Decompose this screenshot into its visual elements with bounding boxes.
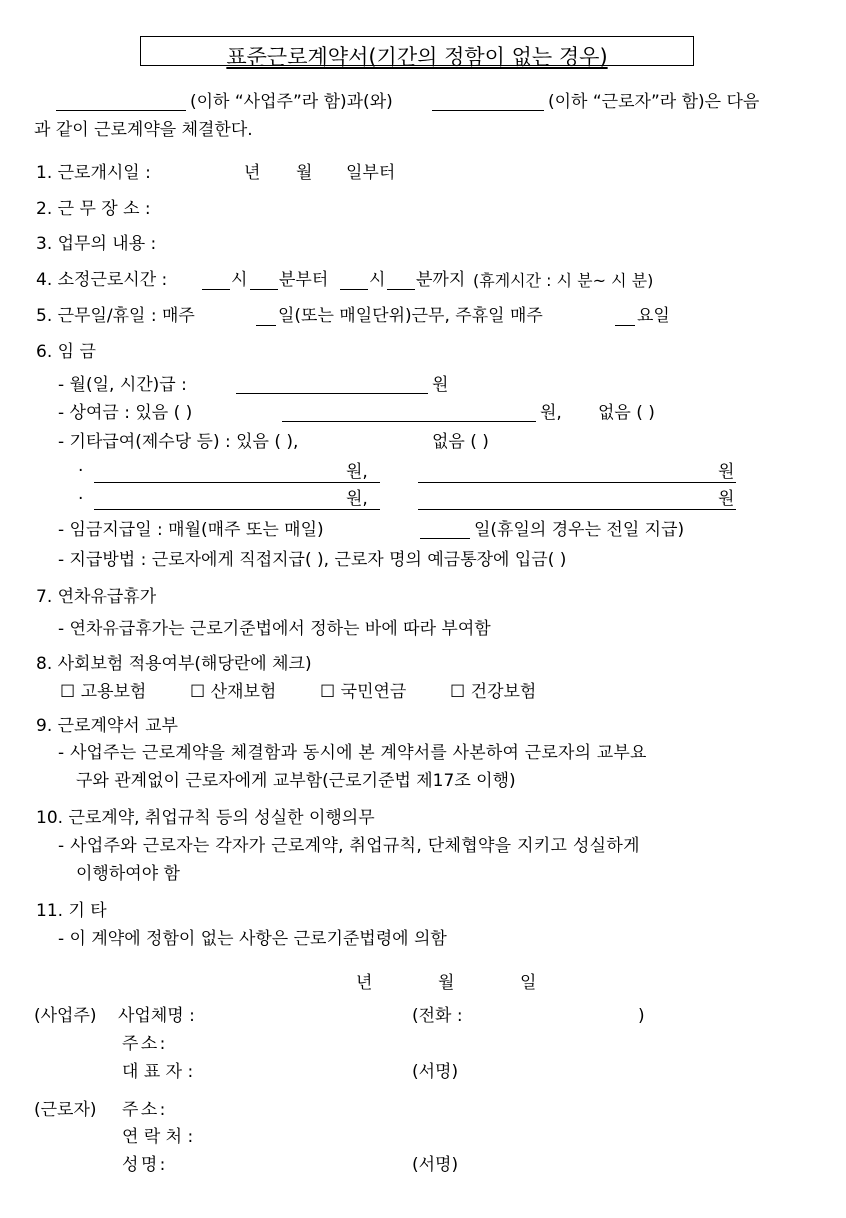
contract-year: 년 <box>356 973 373 993</box>
item1-day: 일부터 <box>346 163 396 183</box>
bonus-none: 없음 ( ) <box>598 403 655 423</box>
intro-employee-text: (이하 “근로자”라 함)은 다음 <box>548 92 760 112</box>
other-pay-item-3-blank[interactable] <box>94 509 380 510</box>
checkbox-icon[interactable]: ☐ <box>60 682 76 702</box>
item4-hour1: 시 <box>231 270 248 290</box>
other-pay-item-4-blank[interactable] <box>418 509 736 510</box>
item9-line1: - 사업주는 근로계약을 체결함과 동시에 본 계약서를 사본하여 근로자의 교부요 <box>58 743 647 763</box>
intro-line2: 과 같이 근로계약을 체결한다. <box>34 120 253 140</box>
checkbox-icon[interactable]: ☐ <box>190 682 206 702</box>
item7-label: 7. 연차유급휴가 <box>36 587 157 607</box>
item4-minute-from: 분부터 <box>279 270 329 290</box>
other-pay-bullet-2: · <box>78 489 84 509</box>
employer-representative: 대 표 자 : <box>122 1062 194 1082</box>
item10-line2: 이행하여야 함 <box>76 864 180 884</box>
other-pay-bullet-1: · <box>78 461 84 481</box>
employee-name-blank[interactable] <box>432 110 544 111</box>
employer-role: (사업주) <box>34 1006 97 1026</box>
employee-name: 성 명 : <box>122 1155 166 1175</box>
item11-desc: - 이 계약에 정함이 없는 사항은 근로기준법령에 의함 <box>58 929 447 949</box>
employer-company: 사업체명 : <box>118 1006 195 1026</box>
payday-label: - 임금지급일 : 매월(매주 또는 매일) <box>58 520 324 540</box>
item1-label: 1. 근로개시일 : <box>36 163 151 183</box>
start-hour-blank[interactable] <box>202 289 230 290</box>
end-minute-blank[interactable] <box>387 289 415 290</box>
insurance-checkbox-health[interactable] <box>450 684 536 701</box>
item8-label: 8. 사회보험 적용여부(해당란에 체크) <box>36 654 312 674</box>
item3-label: 3. 업무의 내용 : <box>36 234 157 254</box>
weekly-holiday-blank[interactable] <box>615 325 635 326</box>
employee-signature: (서명) <box>412 1155 459 1175</box>
insurance-checkbox-pension[interactable] <box>320 684 406 701</box>
item5-weekday: 요일 <box>637 306 670 326</box>
item7-desc: - 연차유급휴가는 근로기준법에서 정하는 바에 따라 부여함 <box>58 619 491 639</box>
employer-address: 주 소 : <box>122 1034 166 1054</box>
item9-line2: 구와 관계없이 근로자에게 교부함(근로기준법 제17조 이행) <box>76 771 516 791</box>
item4-minute-to: 분까지 <box>416 270 466 290</box>
employer-name-blank[interactable] <box>56 110 186 111</box>
item11-label: 11. 기 타 <box>36 901 107 921</box>
item1-year: 년 <box>244 163 261 183</box>
other-pay-won-1b: 원 <box>718 462 735 482</box>
wage-label: - 월(일, 시간)급 : <box>58 375 187 395</box>
item5-workday: 일(또는 매일단위)근무, 주휴일 매주 <box>278 306 543 326</box>
employer-phone-close: ) <box>638 1006 645 1026</box>
item1-month: 월 <box>296 163 313 183</box>
checkbox-icon[interactable]: ☐ <box>320 682 336 702</box>
wage-amount-blank[interactable] <box>236 393 428 394</box>
other-pay-won-1a: 원, <box>346 462 368 482</box>
insurance-label-industrial: 산재보험 <box>210 682 277 702</box>
payment-method: - 지급방법 : 근로자에게 직접지급( ), 근로자 명의 예금통장에 입금( ) <box>58 550 567 570</box>
payday-suffix: 일(휴일의 경우는 전일 지급) <box>474 520 685 540</box>
item10-line1: - 사업주와 근로자는 각자가 근로계약, 취업규칙, 단체협약을 지키고 성실하게 <box>58 836 640 856</box>
intro-employer-text: (이하 “사업주”라 함)과(와) <box>190 92 393 112</box>
other-pay-won-2b: 원 <box>718 489 735 509</box>
contract-day: 일 <box>520 973 537 993</box>
other-pay-item-2-blank[interactable] <box>418 482 736 483</box>
item10-label: 10. 근로계약, 취업규칙 등의 성실한 이행의무 <box>36 808 375 828</box>
document-title: 표준근로계약서(기간의 정함이 없는 경우) <box>226 45 608 69</box>
insurance-label-health: 건강보험 <box>470 682 537 702</box>
other-pay-item-1-blank[interactable] <box>94 482 380 483</box>
insurance-label-employment: 고용보험 <box>80 682 147 702</box>
other-pay-none: 없음 ( ) <box>432 432 489 452</box>
other-pay-label: - 기타급여(제수당 등) : 있음 ( ), <box>58 432 299 452</box>
bonus-label: - 상여금 : 있음 ( ) <box>58 403 193 423</box>
contract-month: 월 <box>438 973 455 993</box>
employer-phone: (전화 : <box>412 1006 463 1026</box>
wage-won: 원 <box>432 375 449 395</box>
insurance-checkbox-employment[interactable] <box>60 684 146 701</box>
other-pay-won-2a: 원, <box>346 489 368 509</box>
document-title-box <box>140 36 694 69</box>
item4-label: 4. 소정근로시간 : <box>36 270 168 290</box>
bonus-amount-blank[interactable] <box>282 421 536 422</box>
item6-label: 6. 임 금 <box>36 342 96 362</box>
workdays-blank[interactable] <box>256 325 276 326</box>
checkbox-icon[interactable]: ☐ <box>450 682 466 702</box>
insurance-checkbox-industrial[interactable] <box>190 684 276 701</box>
item2-label: 2. 근 무 장 소 : <box>36 199 151 219</box>
employee-contact: 연 락 처 : <box>122 1127 194 1147</box>
bonus-won: 원, <box>540 403 562 423</box>
insurance-label-pension: 국민연금 <box>340 682 407 702</box>
employee-role: (근로자) <box>34 1100 97 1120</box>
payday-blank[interactable] <box>420 538 470 539</box>
item4-hour2: 시 <box>369 270 386 290</box>
item9-label: 9. 근로계약서 교부 <box>36 716 178 736</box>
employer-signature: (서명) <box>412 1062 459 1082</box>
employee-address: 주 소 : <box>122 1100 166 1120</box>
item5-label: 5. 근무일/휴일 : 매주 <box>36 306 195 326</box>
start-minute-blank[interactable] <box>250 289 278 290</box>
end-hour-blank[interactable] <box>340 289 368 290</box>
item4-break: (휴게시간 : 시 분~ 시 분) <box>473 271 654 290</box>
